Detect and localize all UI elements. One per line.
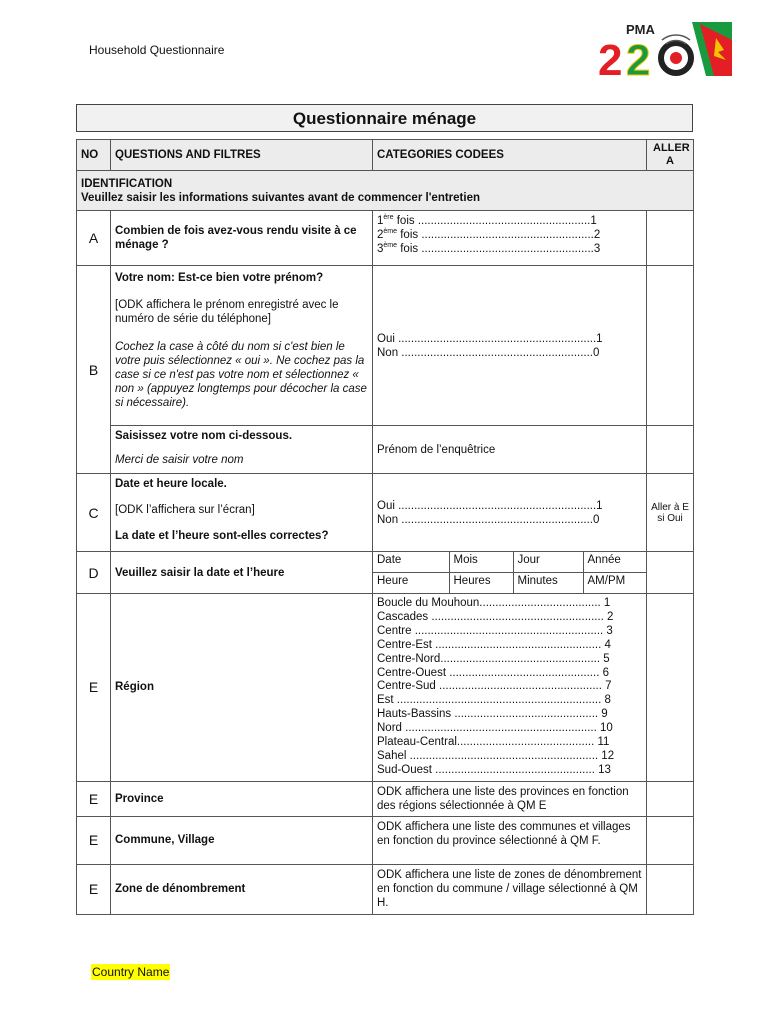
pma-logo bbox=[596, 20, 732, 78]
row-b-name-note: Merci de saisir votre nom bbox=[115, 454, 244, 466]
identification-subtitle: Veuillez saisir les informations suivantes avant de commencer l'entretien bbox=[81, 191, 480, 204]
region-option-9[interactable]: Hauts-Bassins ............................................. 9 bbox=[377, 708, 608, 721]
row-commune-category: ODK affichera une liste des communes et villages en fonction du province sélectionné à QM F. bbox=[373, 816, 647, 864]
row-c-no: C bbox=[77, 474, 111, 552]
row-b-option-non[interactable]: Non ............................................................0 bbox=[377, 346, 600, 359]
country-name-placeholder: Country Name bbox=[92, 965, 170, 979]
row-c-aller: Aller à E si Oui bbox=[647, 474, 694, 552]
header-label: Household Questionnaire bbox=[89, 43, 225, 57]
question-row-b bbox=[77, 266, 694, 426]
row-b-odk-note: [ODK affichera le prénom enregistré avec le numéro de série du téléphone] bbox=[115, 299, 339, 325]
row-b-instruction: Cochez la case à côté du nom si c'est bien le votre puis sélectionnez « oui ». Ne cochez pas la case si ce n'est pas votre nom et sélectionnez « non » (appuyez longtemps pour décocher la case si nécessaire). bbox=[115, 341, 367, 409]
row-d-no: D bbox=[77, 552, 111, 594]
region-option-10[interactable]: Nord ............................................................ 10 bbox=[377, 722, 613, 735]
row-c-option-non[interactable]: Non ............................................................0 bbox=[377, 513, 600, 526]
row-b-option-oui[interactable]: Oui ..............................................................1 bbox=[377, 332, 603, 345]
questionnaire-title: Questionnaire ménage bbox=[76, 104, 693, 132]
row-a-question: Combien de fois avez-vous rendu visite à ce ménage ? bbox=[111, 211, 373, 266]
row-zone-no: E bbox=[77, 864, 111, 914]
row-commune-question: Commune, Village bbox=[111, 816, 373, 864]
annee-cell[interactable]: Année bbox=[583, 552, 646, 573]
mois-cell[interactable]: Mois bbox=[449, 552, 513, 573]
col-no: NO bbox=[77, 140, 111, 171]
col-aller: ALLER A bbox=[647, 140, 694, 171]
identification-title: IDENTIFICATION bbox=[81, 177, 173, 190]
row-region-no: E bbox=[77, 594, 111, 782]
row-c-question: Date et heure locale. bbox=[115, 478, 227, 490]
region-option-11[interactable]: Plateau-Central........................................... 11 bbox=[377, 736, 610, 749]
heure-cell[interactable]: Heure bbox=[373, 573, 449, 594]
region-option-2[interactable]: Cascades ...................................................... 2 bbox=[377, 610, 614, 623]
minutes-cell[interactable]: Minutes bbox=[513, 573, 583, 594]
col-questions: QUESTIONS AND FILTRES bbox=[111, 140, 373, 171]
row-commune-no: E bbox=[77, 816, 111, 864]
row-a-no: A bbox=[77, 211, 111, 266]
row-d-question: Veuillez saisir la date et l’heure bbox=[111, 552, 373, 594]
row-a-option-2[interactable]: 2ème fois ......................................................2 bbox=[377, 228, 601, 241]
jour-cell[interactable]: Jour bbox=[513, 552, 583, 573]
row-c-confirm: La date et l’heure sont-elles correctes? bbox=[115, 530, 329, 542]
region-option-8[interactable]: Est ................................................................ 8 bbox=[377, 694, 611, 707]
region-option-5[interactable]: Centre-Nord.................................................. 5 bbox=[377, 652, 610, 665]
row-b-question: Votre nom: Est-ce bien votre prénom? bbox=[115, 272, 324, 284]
region-option-7[interactable]: Centre-Sud ................................................... 7 bbox=[377, 680, 612, 693]
row-b-name-question: Saisissez votre nom ci-dessous. bbox=[115, 430, 293, 442]
row-a-option-3[interactable]: 3ème fois ......................................................3 bbox=[377, 242, 601, 255]
row-region-question: Région bbox=[111, 594, 373, 782]
questionnaire-table bbox=[76, 139, 694, 915]
row-zone-question: Zone de dénombrement bbox=[111, 864, 373, 914]
question-row-b-name bbox=[77, 426, 694, 474]
question-row-province bbox=[77, 781, 694, 816]
row-b-no: B bbox=[77, 266, 111, 474]
row-province-question: Province bbox=[111, 781, 373, 816]
question-row-zone bbox=[77, 864, 694, 914]
logo-digit-2: 2 bbox=[626, 36, 651, 78]
row-b-name-field[interactable]: Prénom de l’enquêtrice bbox=[373, 426, 647, 474]
row-c-odk-note: [ODK l’affichera sur l’écran] bbox=[115, 504, 255, 516]
row-a-option-1[interactable]: 1ère fois ......................................................1 bbox=[377, 214, 597, 227]
ampm-cell[interactable]: AM/PM bbox=[587, 575, 626, 587]
date-cell[interactable]: Date bbox=[373, 552, 449, 573]
logo-text: PMA bbox=[626, 22, 655, 37]
row-c-option-oui[interactable]: Oui ..............................................................1 bbox=[377, 499, 603, 512]
logo-digit-1: 2 bbox=[598, 36, 623, 78]
region-option-4[interactable]: Centre-Est .................................................... 4 bbox=[377, 638, 611, 651]
question-row-c bbox=[77, 474, 694, 552]
region-option-13[interactable]: Sud-Ouest .................................................. 13 bbox=[377, 763, 611, 776]
region-option-1[interactable]: Boucle du Mouhoun...................................... 1 bbox=[377, 597, 611, 609]
region-option-6[interactable]: Centre-Ouest ............................................... 6 bbox=[377, 666, 609, 679]
question-row-region bbox=[77, 594, 694, 782]
region-option-12[interactable]: Sahel ........................................................... 12 bbox=[377, 749, 615, 762]
heures-cell[interactable]: Heures bbox=[449, 573, 513, 594]
date-time-grid bbox=[373, 552, 646, 593]
row-province-no: E bbox=[77, 781, 111, 816]
question-row-a bbox=[77, 211, 694, 266]
row-zone-category: ODK affichera une liste de zones de dénombrement en fonction du commune / village sélectionné à QM H. bbox=[373, 864, 647, 914]
row-province-category: ODK affichera une liste des provinces en fonction des régions sélectionnée à QM E bbox=[373, 781, 647, 816]
question-row-commune bbox=[77, 816, 694, 864]
column-header-row bbox=[77, 140, 694, 171]
identification-row bbox=[77, 171, 694, 211]
question-row-d bbox=[77, 552, 694, 594]
col-categories: CATEGORIES CODEES bbox=[373, 140, 647, 171]
region-option-3[interactable]: Centre ........................................................... 3 bbox=[377, 624, 613, 637]
